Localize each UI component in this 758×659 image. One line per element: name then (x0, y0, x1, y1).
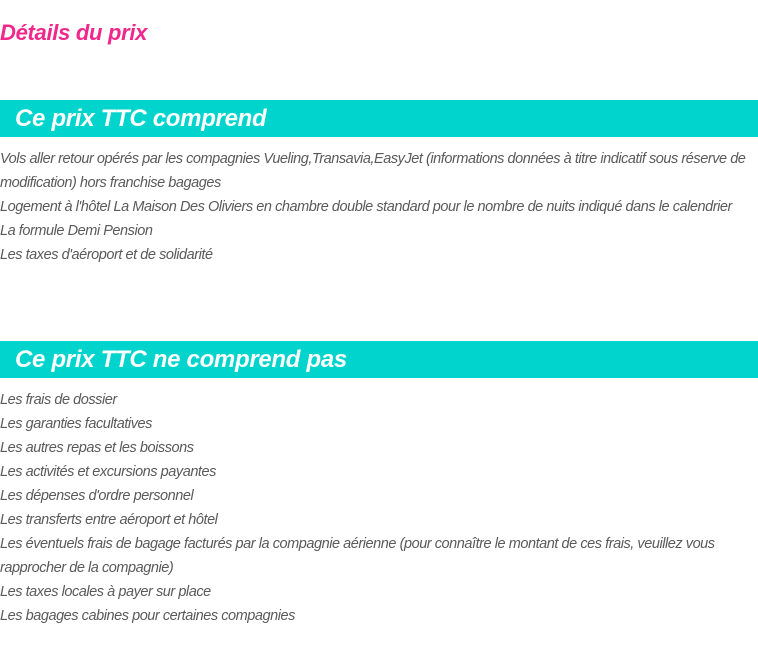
page-title: Détails du prix (0, 20, 148, 45)
excluded-item: Les éventuels frais de bagage facturés par la compagnie aérienne (pour connaître le montant de ces frais, veuillez vous rapprocher de la compagnie) (0, 536, 715, 576)
excluded-item: Les transferts entre aéroport et hôtel (0, 512, 218, 528)
excluded-item: Les bagages cabines pour certaines compagnies (0, 608, 295, 624)
included-list (0, 147, 752, 267)
excluded-item: Les taxes locales à payer sur place (0, 584, 211, 600)
included-section-header (0, 100, 758, 137)
excluded-item: Les dépenses d'ordre personnel (0, 488, 194, 504)
excluded-item: Les frais de dossier (0, 392, 117, 408)
excluded-heading: Ce prix TTC ne comprend pas (15, 345, 347, 373)
excluded-item: Les autres repas et les boissons (0, 440, 194, 456)
included-heading: Ce prix TTC comprend (15, 104, 267, 132)
excluded-item: Les garanties facultatives (0, 416, 152, 432)
included-item: La formule Demi Pension (0, 223, 153, 239)
excluded-list (0, 388, 752, 628)
excluded-section-header (0, 341, 758, 378)
included-item: Vols aller retour opérés par les compagnies Vueling,Transavia,EasyJet (informations données à titre indicatif sous réserve de modification) hors franchise bagages (0, 151, 746, 191)
included-item: Les taxes d'aéroport et de solidarité (0, 247, 213, 263)
included-item: Logement à l'hôtel La Maison Des Oliviers en chambre double standard pour le nombre de nuits indiqué dans le calendrier (0, 199, 732, 215)
excluded-item: Les activités et excursions payantes (0, 464, 216, 480)
